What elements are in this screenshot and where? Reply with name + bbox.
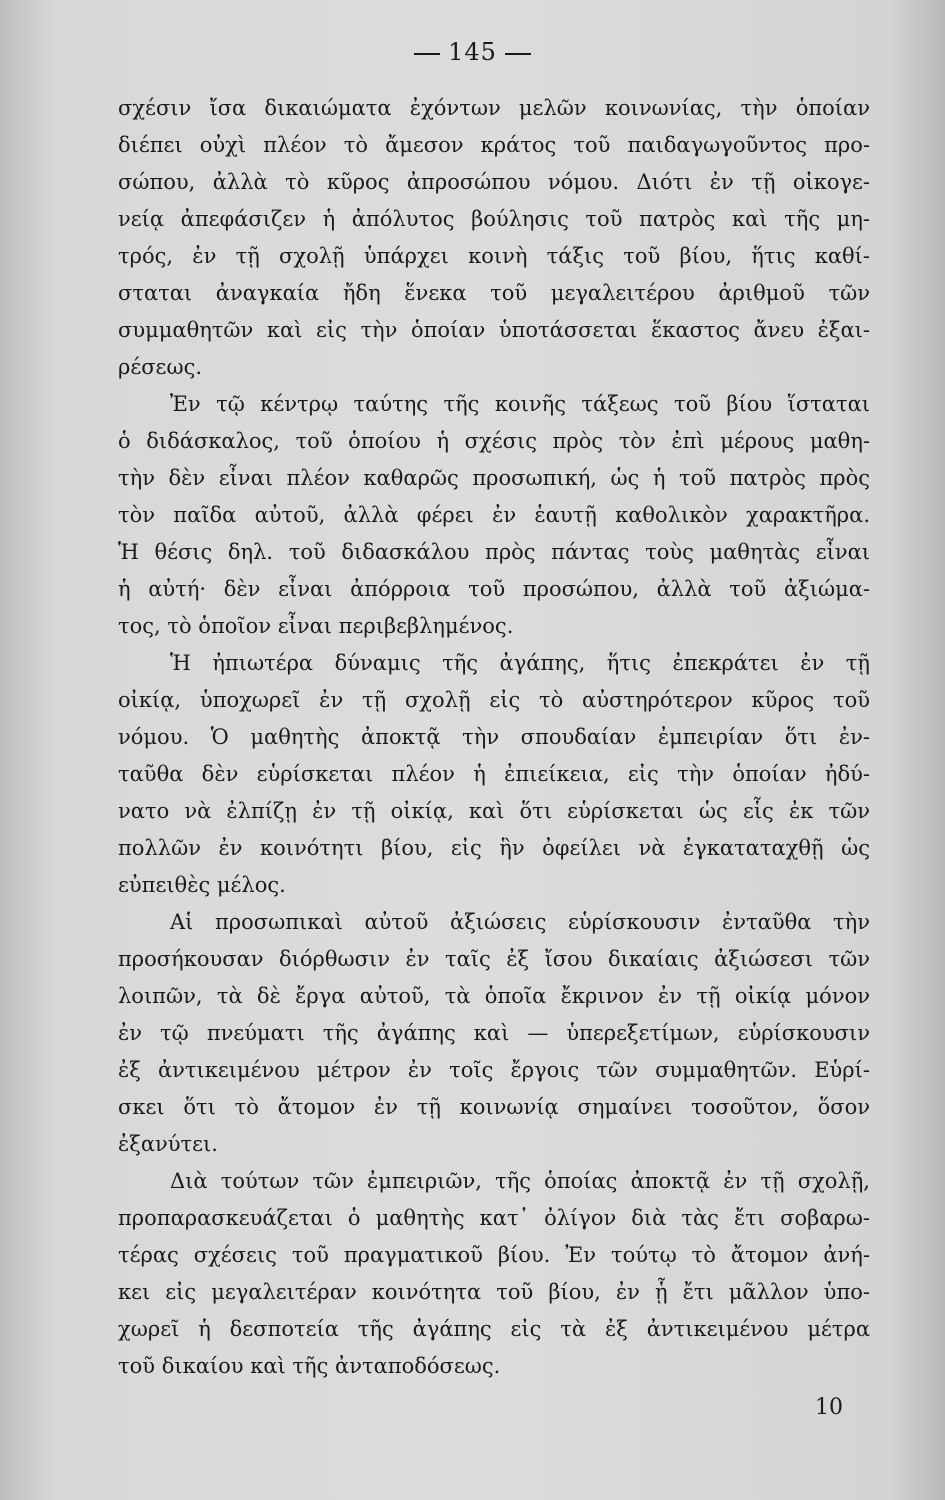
text-line: προπαρασκευάζεται ὁ μαθητὴς κατ᾽ ὀλίγον διὰ τὰς ἔτι σοβαρω-	[118, 1206, 870, 1230]
text-line: σταται ἀναγκαία ἤδη ἕνεκα τοῦ μεγαλειτέρου ἀριθμοῦ τῶν	[118, 281, 870, 305]
text-line: Ἡ ἠπιωτέρα δύναμις τῆς ἀγάπης, ἥτις ἐπεκράτει ἐν τῇ	[170, 651, 870, 675]
text-line: ταῦθα δὲν εὑρίσκεται πλέον ἡ ἐπιείκεια, εἰς τὴν ὁποίαν ἠδύ-	[118, 762, 870, 786]
paragraph	[118, 645, 870, 904]
text-line: νόμου. Ὁ μαθητὴς ἀποκτᾷ τὴν σπουδαίαν ἐμπειρίαν ὅτι ἐν-	[118, 725, 870, 749]
text-line: διέπει οὐχὶ πλέον τὸ ἄμεσον κράτος τοῦ παιδαγωγοῦντος προ-	[118, 133, 870, 157]
text-line: Διὰ τούτων τῶν ἐμπειριῶν, τῆς ὁποίας ἀποκτᾷ ἐν τῇ σχολῇ,	[170, 1169, 870, 1193]
text-line: συμμαθητῶν καὶ εἰς τὴν ὁποίαν ὑποτάσσεται ἕκαστος ἄνευ ἐξαι-	[118, 318, 870, 342]
text-line: Αἱ προσωπικαὶ αὐτοῦ ἀξιώσεις εὑρίσκουσιν ἐνταῦθα τὴν	[170, 910, 870, 934]
text-line: Ἐν τῷ κέντρῳ ταύτης τῆς κοινῆς τάξεως τοῦ βίου ἵσταται	[170, 392, 870, 416]
signature-mark: 10	[815, 1395, 843, 1420]
text-line: λοιπῶν, τὰ δὲ ἔργα αὐτοῦ, τὰ ὁποῖα ἔκρινον ἐν τῇ οἰκίᾳ μόνον	[118, 984, 870, 1008]
text-line: σκει ὅτι τὸ ἄτομον ἐν τῇ κοινωνίᾳ σημαίνει τοσοῦτον, ὅσον	[118, 1095, 870, 1119]
text-line: νατο νὰ ἐλπίζῃ ἐν τῇ οἰκίᾳ, καὶ ὅτι εὑρίσκεται ὡς εἷς ἐκ τῶν	[118, 799, 870, 823]
text-line: τος, τὸ ὁποῖον εἶναι περιβεβλημένος.	[118, 614, 514, 638]
body-text	[118, 90, 870, 1385]
text-line: προσήκουσαν διόρθωσιν ἐν ταῖς ἐξ ἴσου δικαίαις ἀξιώσεσι τῶν	[118, 947, 870, 971]
text-line: ἡ αὐτή· δὲν εἶναι ἀπόρροια τοῦ προσώπου, ἀλλὰ τοῦ ἀξιώμα-	[118, 577, 870, 601]
text-line: τὸν παῖδα αὐτοῦ, ἀλλὰ φέρει ἐν ἑαυτῇ καθολικὸν χαρακτῆρα.	[118, 503, 870, 527]
text-line: σχέσιν ἴσα δικαιώματα ἐχόντων μελῶν κοινωνίας, τὴν ὁποίαν	[118, 96, 870, 120]
text-line: εὐπειθὲς μέλος.	[118, 873, 286, 897]
text-line: κει εἰς μεγαλειτέραν κοινότητα τοῦ βίου, ἐν ᾗ ἔτι μᾶλλον ὑπο-	[118, 1280, 870, 1304]
text-line: ἐξ ἀντικειμένου μέτρον ἐν τοῖς ἔργοις τῶν συμμαθητῶν. Εὑρί-	[118, 1058, 870, 1082]
text-line: ἐν τῷ πνεύματι τῆς ἀγάπης καὶ — ὑπερεξετίμων, εὑρίσκουσιν	[118, 1021, 870, 1045]
paragraph	[118, 1163, 870, 1385]
paragraph	[118, 904, 870, 1163]
text-line: νείᾳ ἀπεφάσιζεν ἡ ἀπόλυτος βούλησις τοῦ πατρὸς καὶ τῆς μη-	[118, 207, 870, 231]
text-line: οἰκίᾳ, ὑποχωρεῖ ἐν τῇ σχολῇ εἰς τὸ αὐστηρότερον κῦρος τοῦ	[118, 688, 870, 712]
text-line: σώπου, ἀλλὰ τὸ κῦρος ἀπροσώπου νόμου. Διότι ἐν τῇ οἰκογε-	[118, 170, 870, 194]
paragraph	[118, 386, 870, 645]
text-line: χωρεῖ ἡ δεσποτεία τῆς ἀγάπης εἰς τὰ ἐξ ἀντικειμένου μέτρα	[118, 1317, 870, 1341]
text-line: τέρας σχέσεις τοῦ πραγματικοῦ βίου. Ἐν τούτῳ τὸ ἄτομον ἀνή-	[118, 1243, 870, 1267]
text-line: τὴν δὲν εἶναι πλέον καθαρῶς προσωπική, ὡς ἡ τοῦ πατρὸς πρὸς	[118, 466, 870, 490]
text-line: ἐξανύτει.	[118, 1132, 218, 1156]
page-number: 145	[0, 38, 945, 66]
paragraph	[118, 90, 870, 386]
text-line: τοῦ δικαίου καὶ τῆς ἀνταποδόσεως.	[118, 1354, 501, 1378]
text-line: ρέσεως.	[118, 355, 202, 379]
text-line: τρός, ἐν τῇ σχολῇ ὑπάρχει κοινὴ τάξις τοῦ βίου, ἥτις καθί-	[118, 244, 870, 268]
text-line: ὁ διδάσκαλος, τοῦ ὁποίου ἡ σχέσις πρὸς τὸν ἐπὶ μέρους μαθη-	[118, 429, 870, 453]
text-line: πολλῶν ἐν κοινότητι βίου, εἰς ἣν ὀφείλει νὰ ἐγκαταταχθῇ ὡς	[118, 836, 870, 860]
text-line: Ἡ θέσις δηλ. τοῦ διδασκάλου πρὸς πάντας τοὺς μαθητὰς εἶναι	[118, 540, 870, 564]
